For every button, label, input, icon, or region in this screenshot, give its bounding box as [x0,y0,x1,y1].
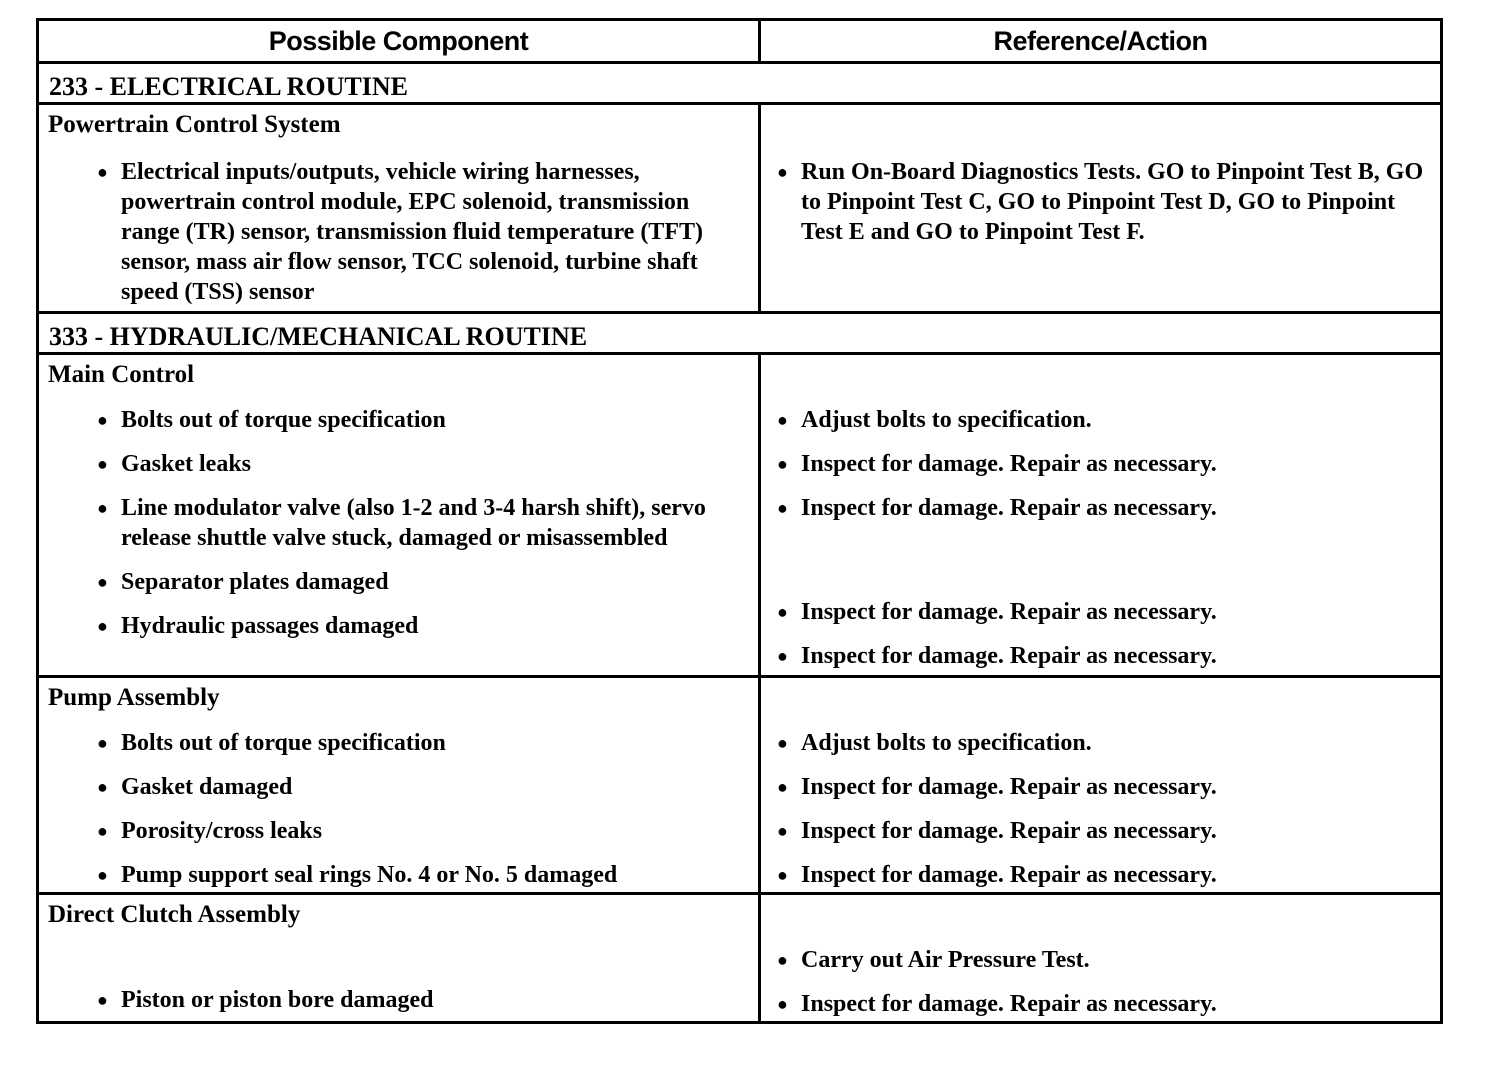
component-item [39,449,758,479]
component-item [39,985,758,1015]
bullet-icon: ● [97,777,108,797]
component-item [39,405,758,435]
reference-item [761,449,1440,479]
component-item [39,860,758,890]
bullet-icon: ● [777,733,788,753]
reference-item [761,989,1440,1019]
reference-cell [760,354,1442,677]
bullet-icon: ● [97,410,108,430]
reference-item [761,405,1440,435]
bullet-icon: ● [777,410,788,430]
component-text: Hydraulic passages damaged [121,613,419,639]
bullet-icon: ● [97,454,108,474]
bullet-icon: ● [97,733,108,753]
table-header-row [38,20,1442,63]
bullet-icon: ● [777,602,788,622]
bullet-icon: ● [777,994,788,1014]
component-text: Pump support seal rings No. 4 or No. 5 damaged [121,862,618,888]
reference-item [761,597,1440,627]
group-title: Pump Assembly [48,684,220,711]
reference-item [761,860,1440,890]
group-row [38,354,1442,677]
component-text: Porosity/cross leaks [121,818,323,844]
bullet-icon: ● [777,162,788,182]
reference-text: Inspect for damage. Repair as necessary. [801,818,1217,844]
group-title: Powertrain Control System [48,111,341,138]
reference-text: Inspect for damage. Repair as necessary. [801,774,1217,800]
bullet-icon: ● [97,821,108,841]
component-item [39,493,758,553]
bullet-icon: ● [777,865,788,885]
component-cell [38,104,760,313]
reference-item [761,641,1440,671]
bullet-icon: ● [777,454,788,474]
bullet-icon: ● [97,162,108,182]
bullet-icon: ● [97,990,108,1010]
component-item [39,611,758,641]
component-item [39,157,758,307]
component-cell [38,894,760,1023]
component-text: Gasket leaks [121,451,252,477]
bullet-icon: ● [97,498,108,518]
reference-cell [760,677,1442,894]
reference-text: Carry out Air Pressure Test. [801,947,1090,973]
component-text: Bolts out of torque specification [121,730,446,756]
bullet-icon: ● [777,821,788,841]
reference-text: Inspect for damage. Repair as necessary. [801,495,1217,521]
section-title: 233 - ELECTRICAL ROUTINE [38,63,1442,104]
reference-item [761,728,1440,758]
reference-item [761,816,1440,846]
reference-text: Run On-Board Diagnostics Tests. GO to Pinpoint Test B, GO to Pinpoint Test C, GO to Pinpoint Test D, GO to Pinpoint Test E and GO to Pinpoint Test F. [801,159,1424,245]
bullet-icon: ● [97,616,108,636]
reference-item [761,945,1440,975]
reference-item [761,157,1440,247]
section-row [38,313,1442,354]
reference-cell [760,894,1442,1023]
reference-item [761,493,1440,523]
reference-text: Inspect for damage. Repair as necessary. [801,862,1217,888]
bullet-icon: ● [777,498,788,518]
group-title: Main Control [48,361,195,388]
component-text: Line modulator valve (also 1-2 and 3-4 harsh shift), servo release shuttle valve stuck, damaged or misassembled [121,495,706,551]
group-row [38,104,1442,313]
diagnosis-table [36,18,1443,1024]
reference-text: Inspect for damage. Repair as necessary. [801,991,1217,1017]
component-text: Piston or piston bore damaged [121,987,434,1013]
group-row [38,677,1442,894]
bullet-icon: ● [97,572,108,592]
component-item [39,816,758,846]
component-item [39,728,758,758]
section-row [38,63,1442,104]
component-text: Gasket damaged [121,774,293,800]
reference-text: Adjust bolts to specification. [801,407,1092,433]
bullet-icon: ● [97,865,108,885]
component-text: Bolts out of torque specification [121,407,446,433]
reference-text: Adjust bolts to specification. [801,730,1092,756]
header-possible-component: Possible Component [38,20,760,63]
reference-cell [760,104,1442,313]
bullet-icon: ● [777,777,788,797]
reference-text: Inspect for damage. Repair as necessary. [801,599,1217,625]
bullet-icon: ● [777,950,788,970]
group-title: Direct Clutch Assembly [48,901,301,928]
component-cell [38,677,760,894]
header-reference-action: Reference/Action [760,20,1442,63]
reference-text: Inspect for damage. Repair as necessary. [801,451,1217,477]
component-cell [38,354,760,677]
component-item [39,772,758,802]
component-text: Separator plates damaged [121,569,389,595]
component-text: Electrical inputs/outputs, vehicle wiring harnesses, powertrain control module, EPC solenoid, transmission range (TR) sensor, transmission fluid temperature (TFT) sensor, mass air flow sensor, TCC solenoid, turbine shaft speed (TSS) sensor [121,159,703,305]
bullet-icon: ● [777,646,788,666]
group-row [38,894,1442,1023]
component-item [39,567,758,597]
section-title: 333 - HYDRAULIC/MECHANICAL ROUTINE [38,313,1442,354]
reference-item [761,772,1440,802]
reference-text: Inspect for damage. Repair as necessary. [801,643,1217,669]
